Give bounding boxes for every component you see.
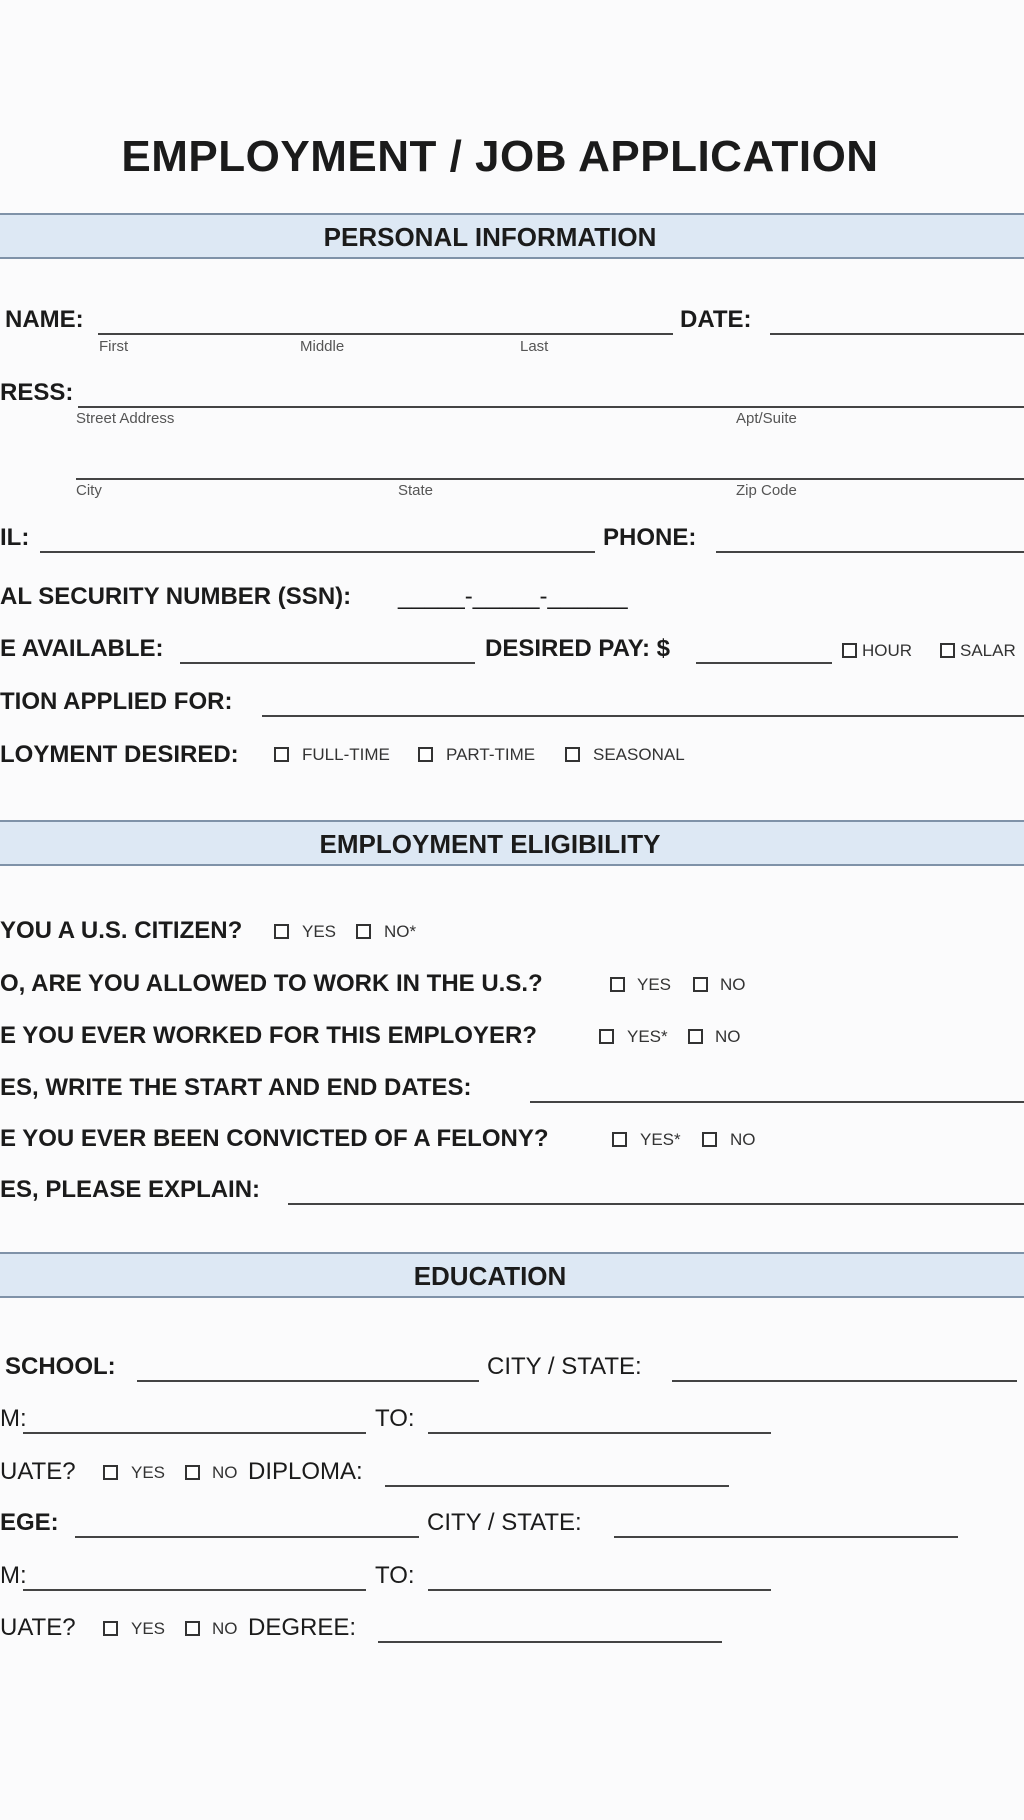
date-label: DATE: xyxy=(680,306,752,333)
date-field[interactable] xyxy=(770,333,1024,335)
worked-before-no-checkbox[interactable] xyxy=(688,1029,703,1044)
college-graduate-no-checkbox[interactable] xyxy=(185,1621,200,1636)
full-time-checkbox[interactable] xyxy=(274,747,289,762)
high-school-city-state-label: CITY / STATE: xyxy=(487,1353,642,1380)
name-field[interactable] xyxy=(98,333,673,335)
worked-before-yes-label: YES* xyxy=(627,1027,668,1046)
date-available-field[interactable] xyxy=(180,662,475,664)
ssn-label: AL SECURITY NUMBER (SSN): xyxy=(0,583,352,610)
address-label: RESS: xyxy=(0,379,74,406)
high-school-from-label: M: xyxy=(0,1405,27,1432)
felony-no-label: NO xyxy=(730,1130,756,1149)
high-school-graduate-label: UATE? xyxy=(0,1458,76,1485)
college-label: EGE: xyxy=(0,1509,59,1536)
citizen-yes-label: YES xyxy=(302,922,337,941)
worked-before-no-label: NO xyxy=(715,1027,741,1046)
seasonal-checkbox[interactable] xyxy=(565,747,580,762)
high-school-label: SCHOOL: xyxy=(5,1353,116,1380)
high-school-to-field[interactable] xyxy=(428,1432,771,1434)
middle-name-hint: Middle xyxy=(300,338,345,355)
college-to-label: TO: xyxy=(375,1562,415,1589)
zip-code-hint: Zip Code xyxy=(736,482,797,499)
diploma-label: DIPLOMA: xyxy=(248,1458,363,1485)
college-to-field[interactable] xyxy=(428,1589,771,1591)
street-address-hint: Street Address xyxy=(76,410,175,427)
position-applied-label: TION APPLIED FOR: xyxy=(0,688,233,715)
college-graduate-yes-checkbox[interactable] xyxy=(103,1621,118,1636)
salary-checkbox[interactable] xyxy=(940,643,955,658)
ssn-field[interactable]: _____-_____-______ xyxy=(398,583,628,610)
seasonal-option-label: SEASONAL xyxy=(593,745,685,764)
section-header-eligibility: EMPLOYMENT ELIGIBILITY xyxy=(0,820,1024,866)
hour-checkbox[interactable] xyxy=(842,643,857,658)
college-graduate-no-label: NO xyxy=(212,1619,238,1638)
felony-yes-label: YES* xyxy=(640,1130,681,1149)
section-header-personal: PERSONAL INFORMATION xyxy=(0,213,1024,259)
part-time-checkbox[interactable] xyxy=(418,747,433,762)
salary-option-label: SALAR xyxy=(960,641,1016,660)
high-school-city-state-field[interactable] xyxy=(672,1380,1017,1382)
college-graduate-yes-label: YES xyxy=(131,1619,166,1638)
high-school-graduate-yes-checkbox[interactable] xyxy=(103,1465,118,1480)
city-hint: City xyxy=(76,482,102,499)
apt-suite-hint: Apt/Suite xyxy=(736,410,797,427)
citizen-no-checkbox[interactable] xyxy=(356,924,371,939)
email-label: IL: xyxy=(0,524,30,551)
name-label: NAME: xyxy=(5,306,84,333)
degree-field[interactable] xyxy=(378,1641,722,1643)
high-school-field[interactable] xyxy=(137,1380,479,1382)
college-city-state-label: CITY / STATE: xyxy=(427,1509,582,1536)
desired-pay-field[interactable] xyxy=(696,662,832,664)
worked-before-yes-checkbox[interactable] xyxy=(599,1029,614,1044)
college-from-field[interactable] xyxy=(23,1589,366,1591)
state-hint: State xyxy=(398,482,434,499)
first-name-hint: First xyxy=(99,338,129,355)
degree-label: DEGREE: xyxy=(248,1614,357,1641)
last-name-hint: Last xyxy=(520,338,549,355)
work-authorization-yes-checkbox[interactable] xyxy=(610,977,625,992)
high-school-from-field[interactable] xyxy=(23,1432,366,1434)
work-authorization-question: O, ARE YOU ALLOWED TO WORK IN THE U.S.? xyxy=(0,970,543,997)
citizen-no-label: NO* xyxy=(384,922,417,941)
high-school-to-label: TO: xyxy=(375,1405,415,1432)
desired-pay-label: DESIRED PAY: $ xyxy=(485,635,670,662)
high-school-graduate-no-checkbox[interactable] xyxy=(185,1465,200,1480)
college-graduate-label: UATE? xyxy=(0,1614,76,1641)
high-school-graduate-no-label: NO xyxy=(212,1463,238,1482)
felony-no-checkbox[interactable] xyxy=(702,1132,717,1147)
form-title: EMPLOYMENT / JOB APPLICATION xyxy=(121,132,879,181)
start-end-dates-label: ES, WRITE THE START AND END DATES: xyxy=(0,1074,472,1101)
email-field[interactable] xyxy=(40,551,595,553)
date-available-label: E AVAILABLE: xyxy=(0,635,164,662)
college-from-label: M: xyxy=(0,1562,27,1589)
hour-option-label: HOUR xyxy=(862,641,913,660)
felony-yes-checkbox[interactable] xyxy=(612,1132,627,1147)
diploma-field[interactable] xyxy=(385,1485,729,1487)
felony-explain-label: ES, PLEASE EXPLAIN: xyxy=(0,1176,261,1203)
phone-field[interactable] xyxy=(716,551,1024,553)
section-header-education: EDUCATION xyxy=(0,1252,1024,1298)
work-authorization-no-checkbox[interactable] xyxy=(693,977,708,992)
start-end-dates-field[interactable] xyxy=(530,1101,1024,1103)
full-time-option-label: FULL-TIME xyxy=(302,745,390,764)
college-field[interactable] xyxy=(75,1536,419,1538)
felony-question: E YOU EVER BEEN CONVICTED OF A FELONY? xyxy=(0,1125,549,1152)
part-time-option-label: PART-TIME xyxy=(446,745,536,764)
college-city-state-field[interactable] xyxy=(614,1536,958,1538)
worked-before-question: E YOU EVER WORKED FOR THIS EMPLOYER? xyxy=(0,1022,537,1049)
felony-explain-field[interactable] xyxy=(288,1203,1024,1205)
phone-label: PHONE: xyxy=(603,524,697,551)
high-school-graduate-yes-label: YES xyxy=(131,1463,166,1482)
street-address-field[interactable] xyxy=(78,406,1024,408)
position-applied-field[interactable] xyxy=(262,715,1024,717)
citizen-yes-checkbox[interactable] xyxy=(274,924,289,939)
city-state-zip-field[interactable] xyxy=(76,478,1024,480)
employment-desired-label: LOYMENT DESIRED: xyxy=(0,741,239,768)
citizen-question: YOU A U.S. CITIZEN? xyxy=(0,917,243,944)
page-fade xyxy=(0,1660,1024,1820)
work-authorization-yes-label: YES xyxy=(637,975,672,994)
work-authorization-no-label: NO xyxy=(720,975,746,994)
